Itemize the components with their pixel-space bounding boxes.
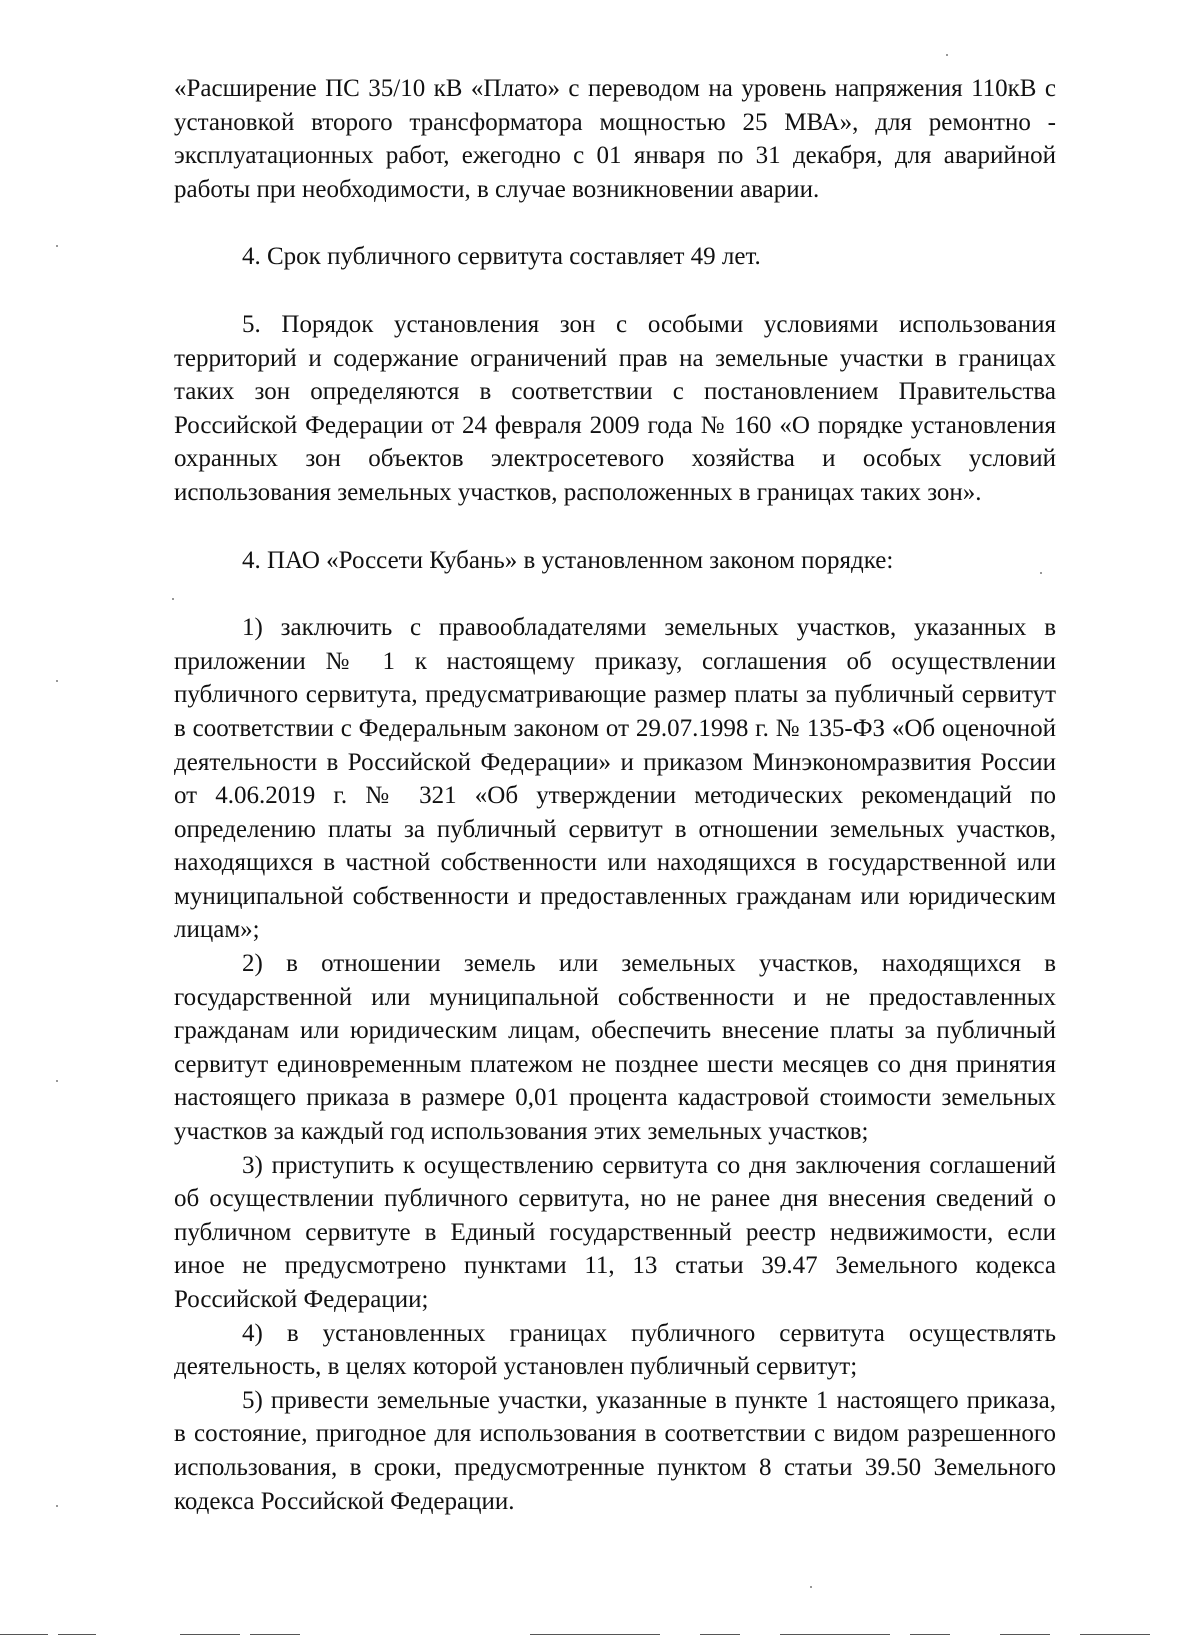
list-item-activity: 4) в установленных границах публичного сервитута осуществлять деятельность, в целях которой установлен публичный сервитут; (174, 1319, 1056, 1381)
scan-artifact-line (250, 1634, 300, 1635)
scan-speck (810, 1586, 812, 1588)
scan-speck (56, 680, 58, 682)
list-item-start-servitude: 3) приступить к осуществлению сервитута со дня заключения соглашений об осуществлении публичного сервитута, но не ранее дня внесения сведений о публичном сервитуте в Единый государственный реестр недвижимости, если иное не предусмотрено пунктами 11, 13 статьи 39.47 Земельного кодекса Российской Федерации; (174, 1151, 1056, 1313)
scan-speck (56, 1505, 58, 1507)
scan-artifact-line (700, 1634, 740, 1635)
paragraph-continuation: «Расширение ПС 35/10 кВ «Плато» с переводом на уровень напряжения 110кВ с установкой второго трансформатора мощностью 25 МВА», для ремонтно - эксплуатационных работ, ежегодно с 01 января по 31 декабря, для аварийной работы при необходимости, в случае возникновении аварии. (174, 75, 1056, 203)
scan-artifact-line (180, 1634, 240, 1635)
paragraph-zone-procedure: 5. Порядок установления зон с особыми условиями использования территорий и содержание ограничений прав на земельные участки в границах таких зон определяются в соответствии с постановлением Правительства Российской Федерации от 24 февраля 2009 года № 160 «О порядке установления охранных зон объектов электросетевого хозяйства и особых условий использования земельных участков, расположенных в границах таких зон». (174, 310, 1056, 506)
scan-speck (172, 598, 174, 600)
paragraph-servitude-term: 4. Срок публичного сервитута составляет 49 лет. (242, 243, 761, 271)
scan-speck (56, 1080, 58, 1082)
list-item-payment: 2) в отношении земель или земельных участков, находящихся в государственной или муниципальной собственности и не предоставленных гражданам или юридическим лицам, обеспечить внесение платы за публичный сервитут единовременным платежом не позднее шести месяцев со дня принятия настоящего приказа в размере 0,01 процента кадастровой стоимости земельных участков за каждый год использования этих земельных участков; (174, 950, 1056, 1146)
scan-speck (56, 245, 58, 247)
scan-speck (1040, 572, 1042, 574)
paragraph-obligations-heading: 4. ПАО «Россети Кубань» в установленном законом порядке: (242, 546, 894, 574)
list-item-agreements: 1) заключить с правообладателями земельных участков, указанных в приложении № 1 к настоящему приказу, соглашения об осуществлении публичного сервитута, предусматривающие размер платы за публичный сервитут в соответствии с Федеральным законом от 29.07.1998 г. № 135-ФЗ «Об оценочной деятельности в Российской Федерации» и приказом Минэкономразвития России от 4.06.2019 г. № 321 «Об утверждении методических рекомендаций по определению платы за публичный сервитут в отношении земельных участков, находящихся в частной собственности или находящихся в государственной или муниципальной собственности и предоставленных гражданам или юридическим лицам»; (174, 614, 1056, 944)
scan-artifact-line (0, 1634, 48, 1635)
scan-artifact-line (1080, 1634, 1150, 1635)
scan-speck (946, 54, 948, 56)
scan-artifact-line (1000, 1634, 1050, 1635)
document-page (174, 72, 1056, 1518)
scan-artifact-line (530, 1634, 660, 1635)
scan-artifact-line (58, 1634, 96, 1635)
list-item-restore-land: 5) привести земельные участки, указанные в пункте 1 настоящего приказа, в состояние, пригодное для использования в соответствии с видом разрешенного использования, в сроки, предусмотренные пунктом 8 статьи 39.50 Земельного кодекса Российской Федерации. (174, 1386, 1056, 1515)
scan-artifact-line (910, 1634, 950, 1635)
scan-artifact-line (780, 1634, 890, 1635)
